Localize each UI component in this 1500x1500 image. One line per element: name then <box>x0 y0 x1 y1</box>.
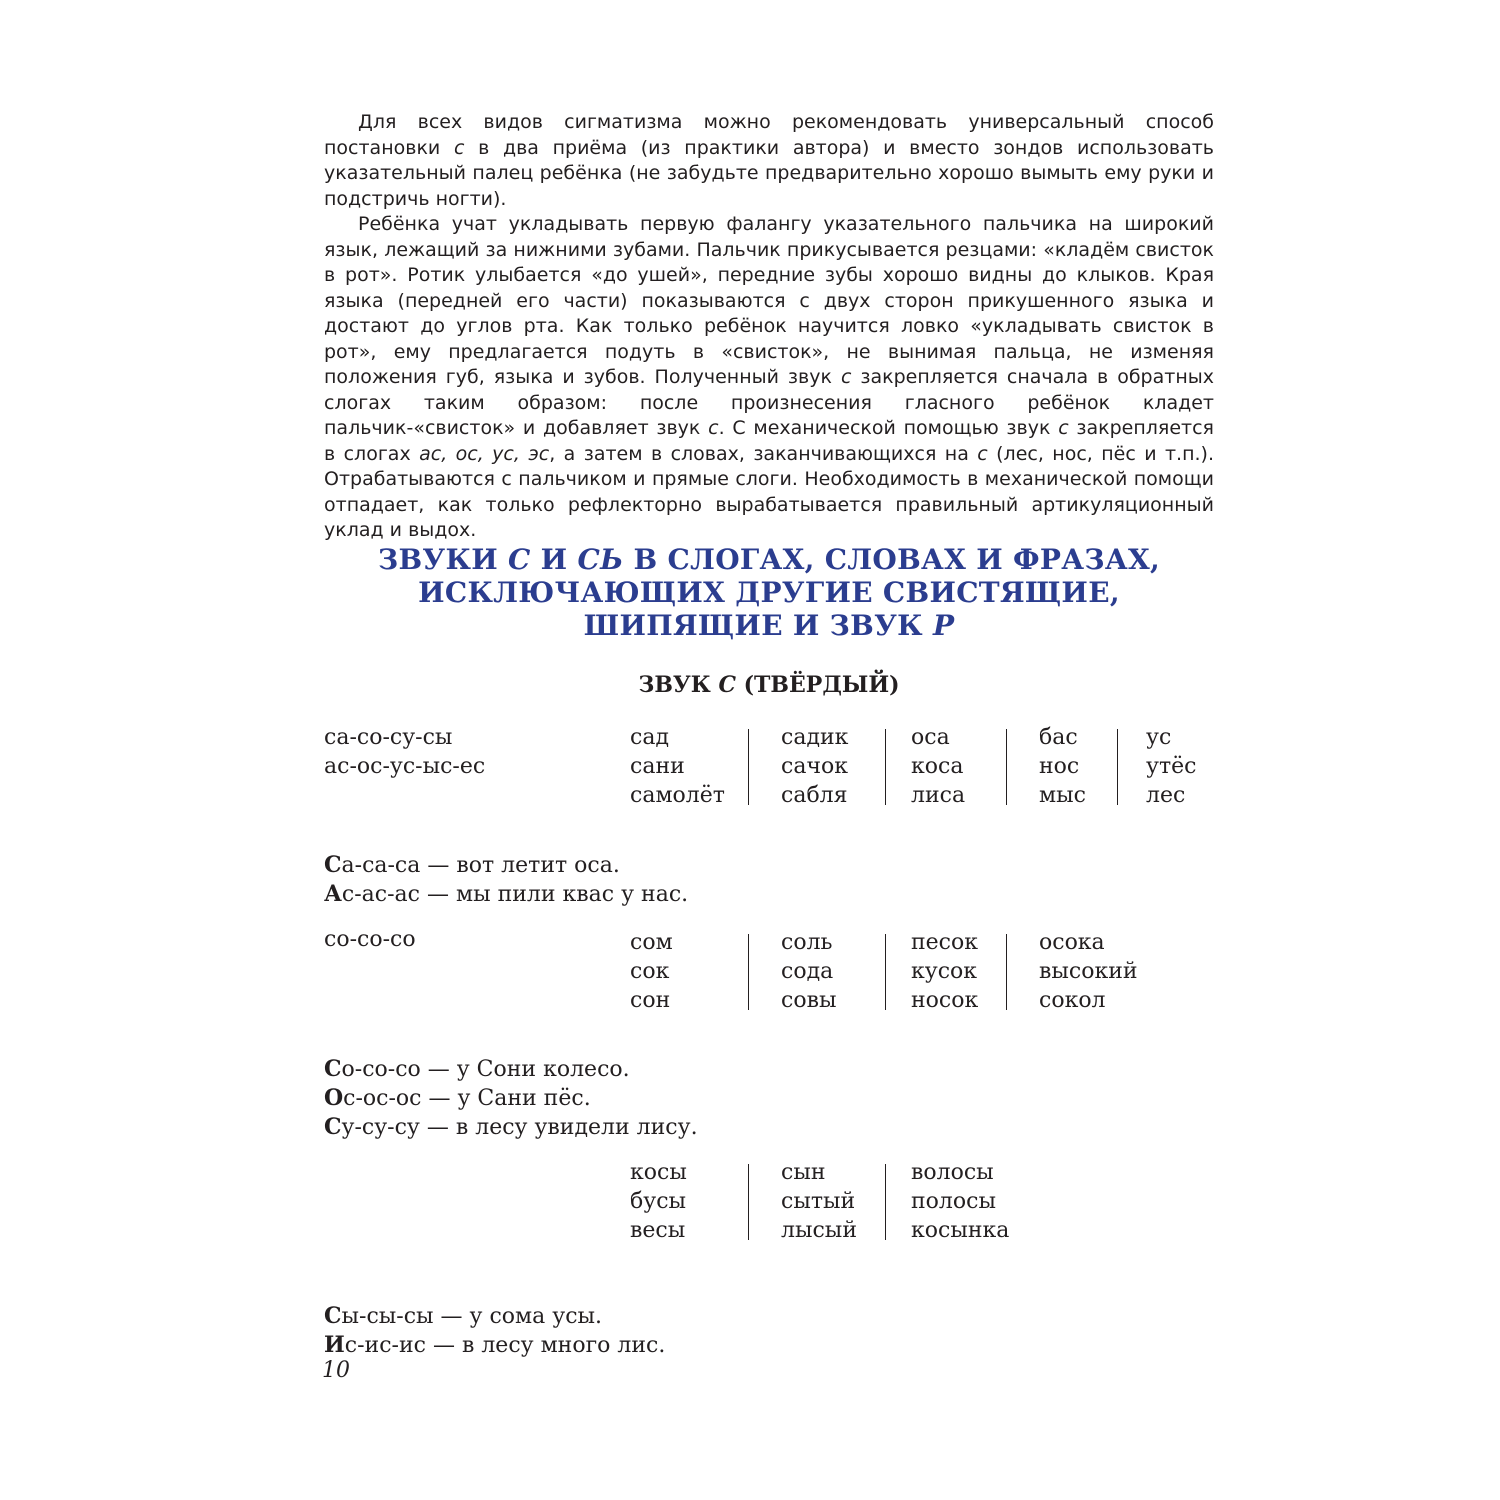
phrases-3 <box>324 1302 665 1360</box>
word-column <box>911 723 1006 810</box>
word: осока <box>1039 930 1105 955</box>
italic-letter: с <box>1058 417 1069 439</box>
word-grid-1 <box>630 723 1216 810</box>
word: сад <box>630 725 669 750</box>
word-column <box>1039 928 1169 1015</box>
word: кусок <box>911 959 978 984</box>
phrases-2 <box>324 1055 698 1142</box>
word: высокий <box>1039 959 1138 984</box>
text-span: о-со-со — у Сони колесо. <box>341 1057 630 1082</box>
word-column <box>911 1158 1041 1245</box>
intro-paragraph-2 <box>324 212 1214 544</box>
intro-text <box>324 110 1214 544</box>
word-column <box>781 928 885 1015</box>
phrase-line <box>324 1084 698 1113</box>
word: носок <box>911 988 979 1013</box>
text-span: ШИПЯЩИЕ И ЗВУК <box>583 609 933 642</box>
column-divider <box>1006 934 1007 1010</box>
text-span: ЗВУК <box>638 672 719 698</box>
bold-letter: О <box>324 1085 344 1111</box>
text-span: . С механической помощью звук <box>718 417 1059 439</box>
text-span: у-су-су — в лесу увидели лису. <box>341 1115 698 1140</box>
word: сода <box>781 959 834 984</box>
italic-letter: Р <box>933 609 955 642</box>
text-span: в два приёма (из практики автора) и вместо зондов использовать указательный палец ребёнка (не забудьте предварительно хорошо вымыть ему руки и подстричь ногти). <box>324 136 1214 210</box>
bold-letter: И <box>324 1332 345 1358</box>
word: сачок <box>781 754 848 779</box>
syllables-block-1 <box>324 723 485 781</box>
word-column <box>1039 723 1117 810</box>
section-title-line-3 <box>324 609 1214 642</box>
word: сом <box>630 930 673 955</box>
word: соль <box>781 930 833 955</box>
word: утёс <box>1146 754 1197 779</box>
bold-letter: С <box>324 1114 342 1140</box>
bold-letter: А <box>324 881 342 907</box>
word-column <box>630 1158 748 1245</box>
word-grid-2 <box>630 928 1169 1015</box>
subtitle <box>324 672 1214 698</box>
word: сон <box>630 988 671 1013</box>
italic-letter: с <box>453 136 465 159</box>
column-divider <box>1117 729 1118 805</box>
syllable-line: со-со-со <box>324 927 416 952</box>
word: бусы <box>630 1189 687 1214</box>
italic-syllables: ас, ос, ус, эс <box>419 442 550 465</box>
text-span: ЗВУКИ <box>377 543 509 576</box>
word: оса <box>911 725 950 750</box>
word: песок <box>911 930 978 955</box>
word: сок <box>630 959 670 984</box>
bold-letter: С <box>324 852 342 878</box>
text-span: закрепляется в слогах <box>324 417 1214 465</box>
word-column <box>781 1158 885 1245</box>
intro-paragraph-1 <box>324 110 1214 212</box>
section-title <box>324 543 1214 642</box>
word: ус <box>1146 725 1172 750</box>
text-span: с-ис-ис — в лесу много лис. <box>344 1333 666 1358</box>
column-divider <box>1006 729 1007 805</box>
italic-letter: с <box>840 366 852 388</box>
word: косы <box>630 1160 687 1185</box>
word-column <box>1146 723 1216 810</box>
word: мыс <box>1039 783 1086 808</box>
word-column <box>630 928 748 1015</box>
page-number: 10 <box>322 1358 350 1383</box>
word: лиса <box>911 783 966 808</box>
word: сабля <box>781 783 848 808</box>
bold-letter: С <box>324 1056 342 1082</box>
text-span: (ТВЁРДЫЙ) <box>735 672 900 698</box>
section-title-line-2: ИСКЛЮЧАЮЩИХ ДРУГИЕ СВИСТЯЩИЕ, <box>418 576 1120 609</box>
syllables-block-2 <box>324 925 416 954</box>
syllable-line: са-со-су-сы <box>324 725 453 750</box>
syllable-line: ас-ос-ус-ыс-ес <box>324 754 486 779</box>
word: полосы <box>911 1189 996 1214</box>
word: сын <box>781 1160 826 1185</box>
phrases-1 <box>324 851 688 909</box>
text-span: с-ас-ас — мы пили квас у нас. <box>341 882 689 907</box>
word: сани <box>630 754 685 779</box>
word: косынка <box>911 1218 1010 1243</box>
word: коса <box>911 754 964 779</box>
phrase-line <box>324 1331 665 1360</box>
phrase-line <box>324 1113 698 1142</box>
word: весы <box>630 1218 686 1243</box>
column-divider <box>885 934 886 1010</box>
section-title-line-1 <box>324 543 1214 576</box>
text-span: (лес, нос, пёс и т.п.). Отрабатываются с пальчиком и прямые слоги. Необходимость в механической помощи отпадает, как только рефлекторно вырабатывается правильный артикуляционный уклад и выдох. <box>324 442 1214 541</box>
bold-letter: С <box>324 1303 342 1329</box>
text-span: Для всех видов сигматизма можно рекомендовать универсальный способ постановки <box>324 111 1214 159</box>
word: нос <box>1039 754 1080 779</box>
phrase-line <box>324 1055 698 1084</box>
column-divider <box>748 1164 749 1240</box>
text-span: В СЛОГАХ, СЛОВАХ И ФРАЗАХ, <box>623 543 1161 576</box>
word: садик <box>781 725 849 750</box>
word-column <box>630 723 748 810</box>
text-span: И <box>530 543 578 576</box>
italic-letter: СЬ <box>577 543 624 576</box>
phrase-line <box>324 880 688 909</box>
italic-letter: с <box>977 442 988 465</box>
phrase-line <box>324 1302 665 1331</box>
word: лес <box>1146 783 1186 808</box>
text-span: закрепляется сначала в обратных слогах таким образом: после произнесения гласного ребёнок кладет пальчик-«свисток» и добавляет звук <box>324 366 1215 439</box>
word: самолёт <box>630 783 725 808</box>
word: сытый <box>781 1189 856 1214</box>
text-span: Ребёнка учат укладывать первую фалангу указательного пальчика на широкий язык, лежащий за нижними зубами. Пальчик прикусывается резцами: «кладём свисток в рот». Ротик улыбается «до ушей», передние зубы хорошо видны до клыков. Края языка (передней его части) показываются с двух сторон прикушенного языка и достают до углов рта. Как только ребёнок научится ловко «укладывать свисток в рот», ему предлагается подуть в «свисток», не вынимая пальца, не изменяя положения губ, языка и зубов. Полученный звук <box>324 213 1214 388</box>
column-divider <box>885 1164 886 1240</box>
word: совы <box>781 988 837 1013</box>
text-span: с-ос-ос — у Сани пёс. <box>343 1086 591 1111</box>
phrase-line <box>324 851 688 880</box>
word: бас <box>1039 725 1078 750</box>
word: сокол <box>1039 988 1106 1013</box>
column-divider <box>748 934 749 1010</box>
italic-letter: С <box>508 543 531 576</box>
word-column <box>911 928 1006 1015</box>
italic-letter: С <box>718 672 736 698</box>
text-span: а-са-са — вот летит оса. <box>341 853 620 878</box>
word: волосы <box>911 1160 994 1185</box>
column-divider <box>885 729 886 805</box>
text-span: ы-сы-сы — у сома усы. <box>341 1304 603 1329</box>
text-span: , а затем в словах, заканчивающихся на <box>549 442 978 465</box>
italic-letter: с <box>708 417 719 439</box>
column-divider <box>748 729 749 805</box>
word: лысый <box>781 1218 857 1243</box>
word-column <box>781 723 885 810</box>
word-grid-3 <box>630 1158 1041 1245</box>
